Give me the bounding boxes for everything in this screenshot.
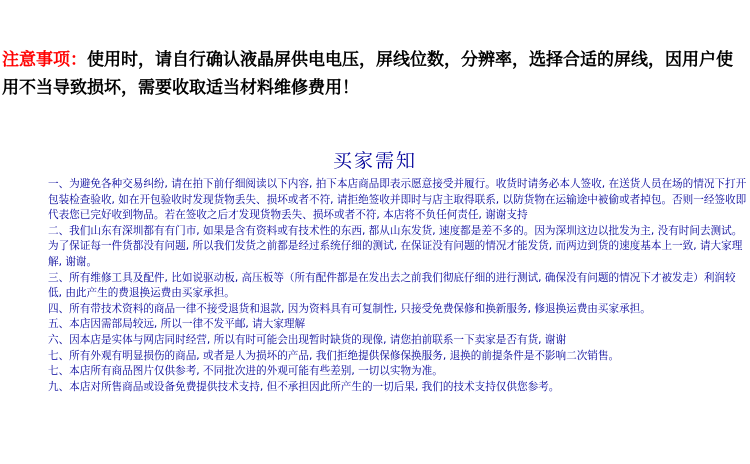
notice-item: 四、所有带技术资料的商品一律不接受退货和退款, 因为资料具有可复制性, 只接受免费保修和换新服务, 修退换运费由买家承担。 bbox=[48, 302, 651, 315]
notice-text: 使用时，请自行确认液晶屏供电电压，屏线位数，分辨率，选择合适的屏线，因用户使用不当导致损坏，需要收取适当材料维修费用！ bbox=[2, 50, 733, 98]
notice-item: 九、本店对所售商品或设备免费提供技术支持, 但不承担因此所产生的一切后果, 我们的技术支持仅供您参考。 bbox=[48, 380, 560, 393]
buyer-notice-title: 买家需知 bbox=[332, 150, 417, 172]
buyer-notice-list bbox=[48, 177, 748, 395]
notice-item: 五、本店因需部局较远, 所以一律不发平邮, 请大家理解 bbox=[48, 318, 306, 331]
notice-item: 一、为避免各种交易纠纷, 请在拍下前仔细阅读以下内容, 拍下本店商品即表示愿意接受并履行。收货时请务必本人签收, 在送货人员在场的情况下打开包装检查验收, 如在开包验收时发现货物丢失、损坏或者不符, 请拒绝签收并即时与店主取得联系, 以防货物在运输途中被偷或者掉包。否则一经签收即代表您已完好收到物品。若在签收之后才发现货物丢失、损坏或者不符, 本店将不负任何责任, 谢谢支持 bbox=[48, 178, 747, 222]
notice-item: 六、因本店是实体与网店同时经营, 所以有时可能会出现暂时缺货的现像, 请您拍前联系一下卖家是否有货, 谢谢 bbox=[48, 333, 567, 346]
notice-item: 三、所有维修工具及配件, 比如说驱动板, 高压板等（所有配件都是在发出去之前我们彻底仔细的进行测试, 确保没有问题的情况下才被发走）利润较低, 由此产生的费退换运费由买家承担。 bbox=[48, 271, 736, 300]
notice-item: 七、本店所有商品图片仅供参考, 不同批次进的外观可能有些差别, 一切以实物为准。 bbox=[48, 365, 443, 378]
notice-item: 七、所有外观有明显损伤的商品, 或者是人为损坏的产品, 我们拒绝提供保修保换服务, 退换的前提条件是不影响二次销售。 bbox=[48, 349, 620, 362]
notice-item: 二、我们山东有深圳都有有门市, 如果是含有资料或有技术性的东西, 都从山东发货, 速度都是差不多的。因为深圳这边以批发为主, 没有时间去测试。为了保证每一件货都没有问题, 所以我们发货之前都是经过系统仔细的测试, 在保证没有问题的情况才能发货, 而两边到货的速度基本上一致, 请大家理解, 谢谢。 bbox=[48, 224, 743, 268]
notice-paragraph bbox=[2, 46, 746, 102]
notice-label: 注意事项： bbox=[2, 50, 87, 70]
